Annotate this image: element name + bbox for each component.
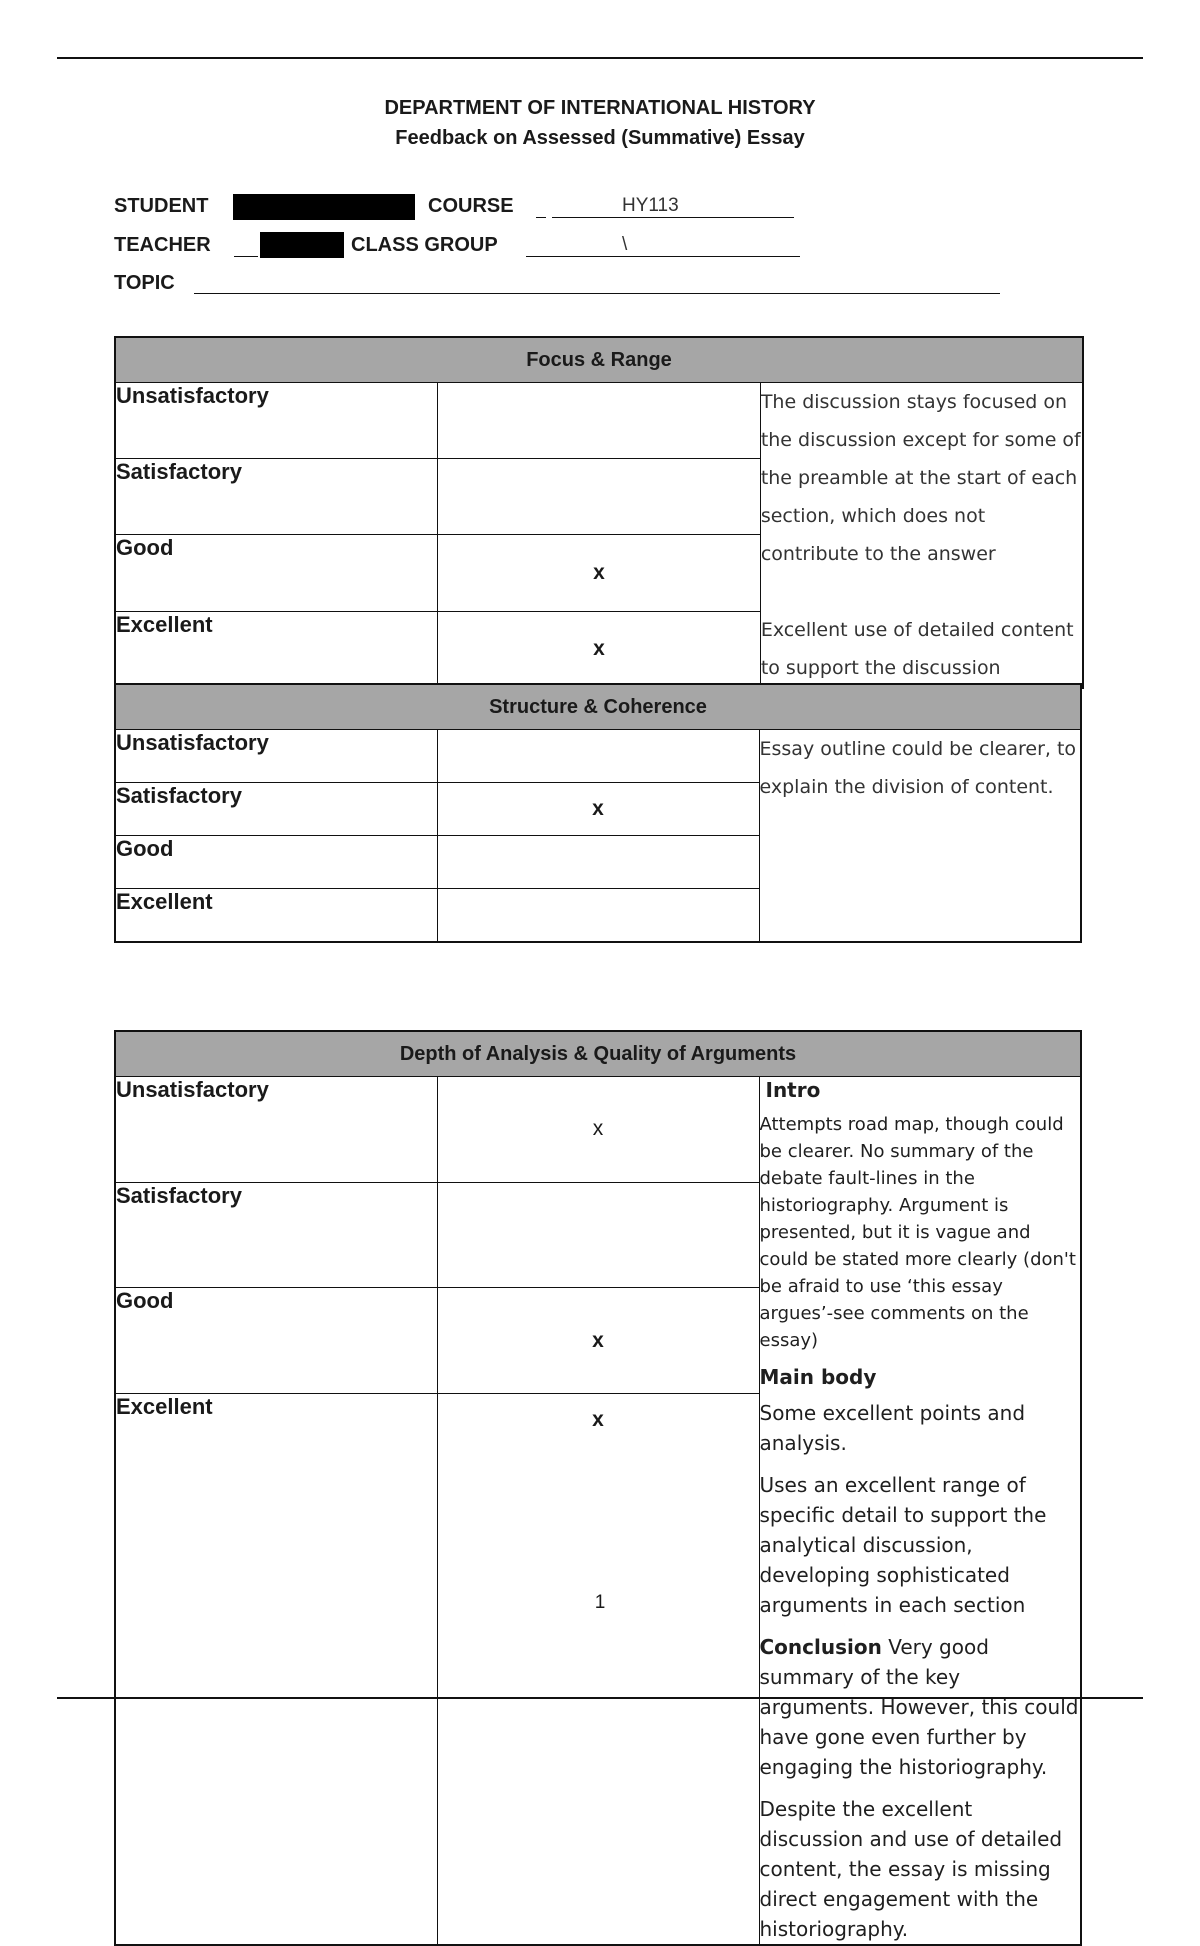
conclusion-paragraph — [760, 1632, 1081, 1782]
class-group-label: CLASS GROUP — [351, 234, 498, 256]
level-unsatisfactory: Unsatisfactory — [115, 730, 437, 783]
course-underline-short — [536, 217, 546, 218]
level-excellent: Excellent — [115, 889, 437, 943]
class-group-value: \ — [622, 234, 628, 255]
mark-unsatisfactory: x — [437, 1077, 759, 1183]
level-excellent: Excellent — [115, 1394, 437, 1945]
page-number: 1 — [594, 1592, 606, 1613]
student-name-redacted — [233, 194, 415, 220]
focus-range-comments — [760, 383, 1083, 689]
comment-paragraph: Excellent use of detailed content to support the discussion — [760, 619, 1074, 679]
mark-good: x — [437, 1288, 759, 1394]
mark-satisfactory: x — [437, 783, 759, 836]
intro-heading: Intro — [765, 1078, 821, 1102]
topic-underline — [194, 293, 1000, 294]
topic-label: TOPIC — [114, 272, 175, 294]
conclusion-heading: Conclusion — [759, 1635, 882, 1659]
section-title: Structure & Coherence — [115, 684, 1081, 730]
structure-coherence-comments — [759, 730, 1081, 943]
mark-unsatisfactory — [438, 383, 761, 459]
comment-paragraph: Essay outline could be clearer, to explain the division of content. — [759, 738, 1077, 798]
mark-excellent: x — [438, 611, 761, 688]
level-excellent: Excellent — [115, 611, 438, 688]
level-good: Good — [115, 836, 437, 889]
level-satisfactory: Satisfactory — [115, 783, 437, 836]
mark-excellent: x — [437, 1394, 759, 1945]
level-good: Good — [115, 535, 438, 611]
main-body-paragraph: Some excellent points and analysis. — [759, 1401, 1026, 1455]
mark-unsatisfactory — [437, 730, 759, 783]
intro-text: Attempts road map, though could be clearer. No summary of the debate fault-lines in the historiography. Argument is presented, but it is vague and could be stated more clearly (don't be afraid to use ‘this essay argues’-see comments on the essay) — [759, 1114, 1076, 1351]
course-value: HY113 — [622, 195, 679, 216]
department-title: DEPARTMENT OF INTERNATIONAL HISTORY — [384, 97, 816, 119]
teacher-name-redacted — [260, 232, 344, 258]
mark-good — [437, 836, 759, 889]
mark-excellent — [437, 889, 759, 943]
main-body-paragraph: Uses an excellent range of specific detail to support the analytical discussion, developing sophisticated arguments in each section — [759, 1473, 1047, 1617]
document-header — [0, 96, 1200, 150]
focus-range-table — [114, 336, 1084, 689]
depth-analysis-comments — [759, 1077, 1081, 1946]
mark-satisfactory — [438, 459, 761, 535]
bottom-rule — [57, 1697, 1143, 1699]
teacher-underline — [234, 256, 258, 257]
comment-paragraph: The discussion stays focused on the discussion except for some of the preamble at the start of each section, which does not contribute to the answer — [760, 391, 1081, 565]
student-label: STUDENT — [114, 195, 209, 217]
teacher-label: TEACHER — [114, 234, 211, 256]
depth-analysis-table — [114, 1030, 1082, 1946]
section-title: Depth of Analysis & Quality of Arguments — [115, 1031, 1081, 1077]
main-body-heading: Main body — [759, 1365, 877, 1389]
level-good: Good — [115, 1288, 437, 1394]
section-title: Focus & Range — [115, 337, 1083, 383]
top-rule — [57, 57, 1143, 59]
level-unsatisfactory: Unsatisfactory — [115, 1077, 437, 1183]
conclusion-text: Very good summary of the key arguments. However, this could have gone even further by engaging the historiography. — [759, 1635, 1079, 1779]
level-satisfactory: Satisfactory — [115, 459, 438, 535]
mark-satisfactory — [437, 1182, 759, 1288]
feedback-subtitle: Feedback on Assessed (Summative) Essay — [395, 127, 805, 149]
level-satisfactory: Satisfactory — [115, 1182, 437, 1288]
structure-coherence-table — [114, 683, 1082, 943]
class-group-underline — [526, 256, 800, 257]
course-label: COURSE — [428, 195, 514, 217]
mark-good: x — [438, 535, 761, 611]
final-paragraph: Despite the excellent discussion and use of detailed content, the essay is missing direct engagement with the historiography. — [759, 1797, 1063, 1941]
level-unsatisfactory: Unsatisfactory — [115, 383, 438, 459]
